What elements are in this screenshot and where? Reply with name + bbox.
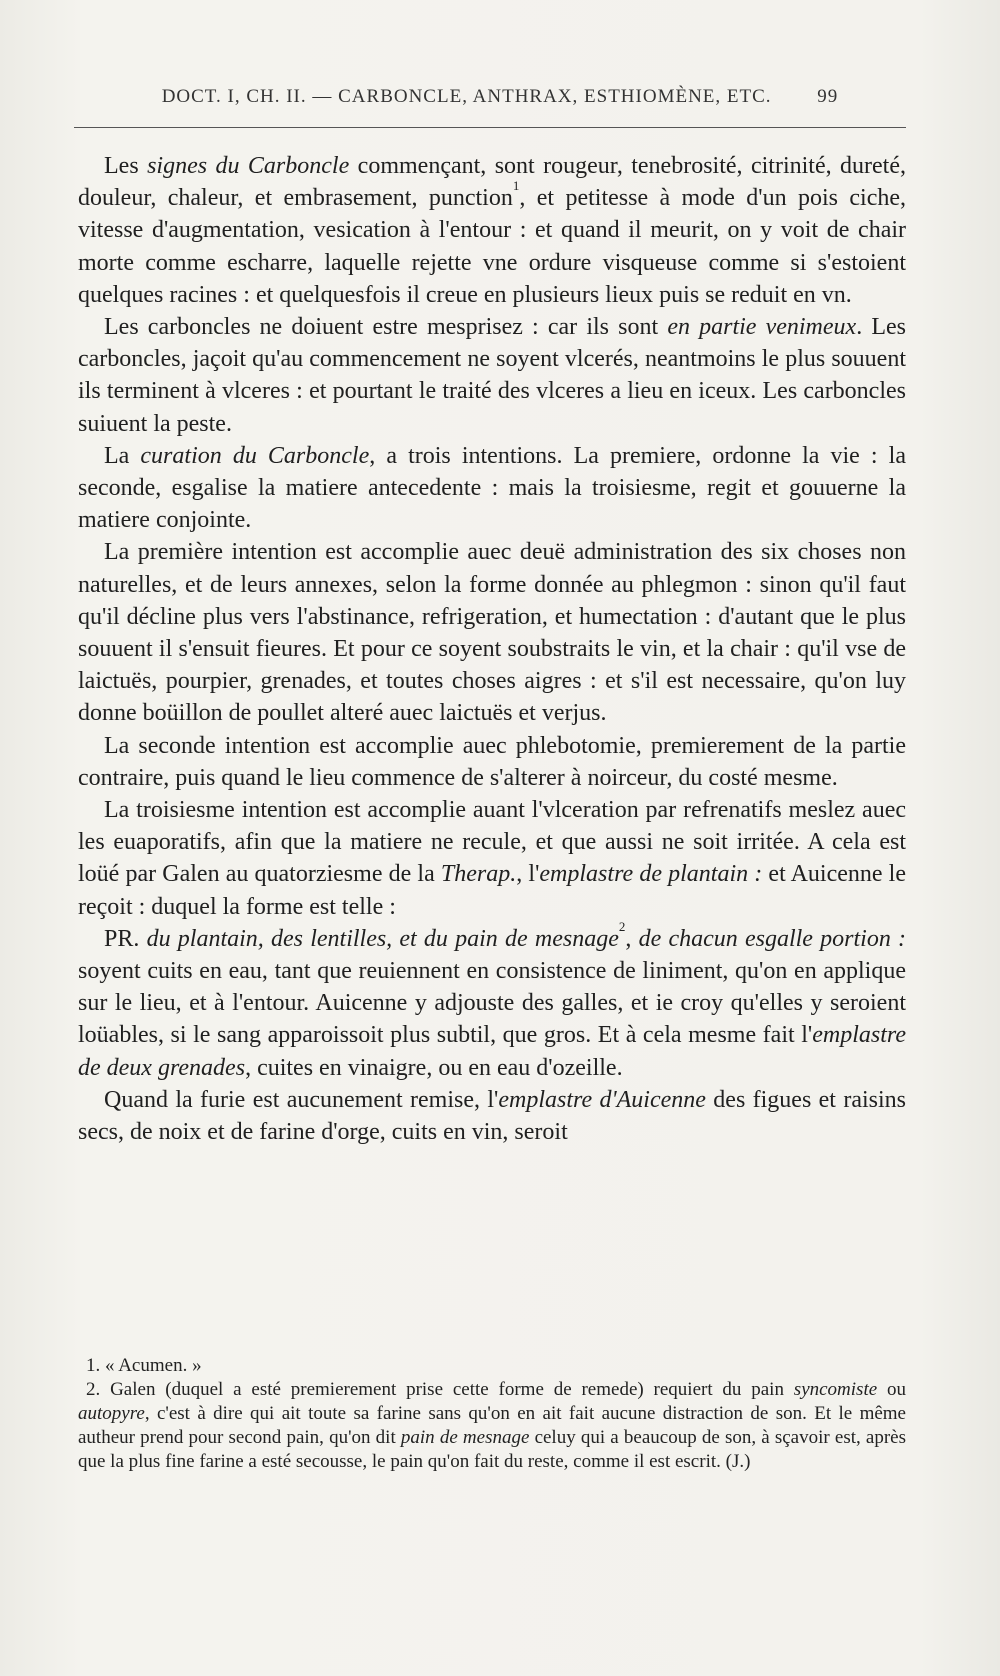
paragraph-mesprisez: Les carboncles ne doiuent estre mesprisez : car ils sont en partie venimeux. Les carboncles, jaçoit qu'au commencement ne soyent vlcerés, neantmoins le plus souuent ils terminent à vlceres : et pourtant le traité des vlceres a lieu en iceux. Les carboncles suiuent la peste. bbox=[78, 314, 907, 437]
footnote-1: 1. « Acumen. » bbox=[86, 1355, 202, 1376]
paragraph-recipe: PR. du plantain, des lentilles, et du pain de mesnage$^2$, de chacun esgalle portion : soyent cuits en eau, tant que reuiennent en consistence de liniment, qu'on en applique sur le lieu, et à l'entour. Auicenne y adjouste des galles, et ie croy qu'elles y seroient loüables, si le sang apparoissoit plus subtil, que gros. Et à cela mesme fait l'emplastre de deux grenades, cuites en vinaigre, ou en eau d'ozeille. bbox=[78, 918, 907, 1081]
paragraph-furie: Quand la furie est aucunement remise, l'emplastre d'Auicenne des figues et raisins secs, de noix et de farine d'orge, cuits en vin, seroit bbox=[78, 1086, 907, 1146]
header-rule bbox=[74, 127, 906, 128]
paragraph-curation: La curation du Carboncle, a trois intentions. La premiere, ordonne la vie : la seconde, esgalise la matiere antecedente : mais la troisiesme, regit et gouuerne la matiere conjointe. bbox=[78, 442, 906, 534]
running-header bbox=[74, 86, 926, 108]
footnote-ref-1: 1 bbox=[512, 178, 520, 194]
running-title: DOCT. I, CH. II. — CARBONCLE, ANTHRAX, ESTHIOMÈNE, ETC. bbox=[161, 86, 772, 107]
footnotes bbox=[78, 1354, 906, 1474]
paragraph-troisiesme-intention: La troisiesme intention est accomplie auant l'vlceration par refrenatifs meslez auec les euaporatifs, afin que la matiere ne recule, et que aussi ne soit irritée. A cela est loüé par Galen au quatorziesme de la Therap., l'emplastre de plantain : et Auicenne le reçoit : duquel la forme est telle : bbox=[78, 797, 907, 920]
page-number: 99 bbox=[817, 86, 839, 107]
paragraph-premiere-intention: La première intention est accomplie auec deuë administration des six choses non naturelles, et de leurs annexes, selon la forme donnée au phlegmon : sinon qu'il faut qu'il décline plus vers l'abstinance, refrigeration, et humectation : d'autant que le plus souuent il s'ensuit fieures. Et pour ce soyent soubstraits le vin, et la chair : qu'il vse de laictuës, pourpier, grenades, et toutes choses aigres : et s'il est necessaire, qu'on luy donne boüillon de poullet alteré auec laictuës et verjus. bbox=[78, 539, 906, 727]
main-text bbox=[78, 150, 906, 1148]
paragraph-seconde-intention: La seconde intention est accomplie auec phlebotomie, premierement de la partie contraire, puis quand le lieu commence de s'alterer à noirceur, du costé mesme. bbox=[78, 732, 906, 791]
footnote-ref-2: 2 bbox=[618, 918, 626, 934]
paragraph-signes: Les signes du Carboncle commençant, sont rougeur, tenebrosité, citrinité, dureté, douleur, chaleur, et embrasement, punction$^1$, et petitesse à mode d'un pois ciche, vitesse d'augmentation, vesication à l'entour : et quand il meurit, on y voit de chair morte comme escharre, laquelle rejette vne ordure visqueuse comme si s'estoient quelques racines : et quelquesfois il creue en plusieurs lieux puis se reduit en vn. bbox=[78, 153, 906, 308]
footnote-2: 2. Galen (duquel a esté premierement prise cette forme de remede) requiert du pain syncomiste ou autopyre, c'est à dire qui ait toute sa farine sans qu'on en ait fait aucune distraction de son. Et le même autheur prend pour second pain, qu'on dit pain de mesnage celuy qui a beaucoup de son, à sçavoir est, après que la plus fine farine a esté secousse, le pain qu'on fait du reste, comme il est escrit. (J.) bbox=[78, 1379, 906, 1472]
